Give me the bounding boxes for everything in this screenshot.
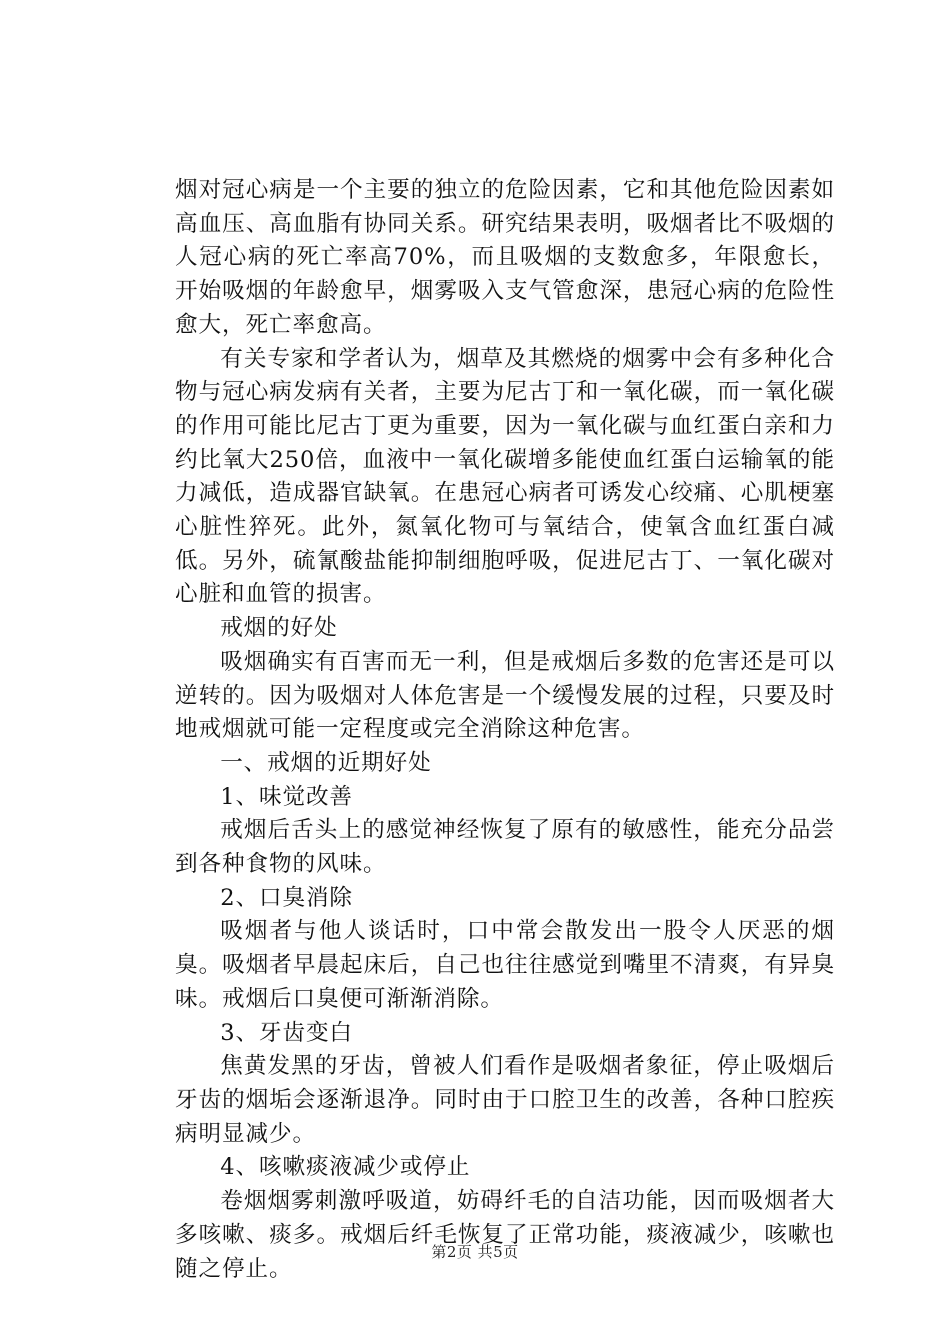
document-body — [175, 174, 835, 1286]
subsection-heading: 2、口臭消除 — [220, 884, 353, 911]
section-heading: 戒烟的好处 — [220, 615, 338, 642]
paragraph: 有关专家和学者认为，烟草及其燃烧的烟雾中会有多种化合物与冠心病发病有关者，主要为尼古丁和一氧化碳，而一氧化碳的作用可能比尼古丁更为重要，因为一氧化碳与血红蛋白亲和力约比氧大250倍，血液中一氧化碳增多能使血红蛋白运输氧的能力减低，造成器官缺氧。在患冠心病者可诱发心绞痛、心肌梗塞心脏性猝死。此外，氮氧化物可与氧结合，使氧含血红蛋白减低。另外，硫氰酸盐能抑制细胞呼吸，促进尼古丁、一氧化碳对心脏和血管的损害。 — [175, 345, 835, 608]
paragraph: 吸烟者与他人谈话时，口中常会散发出一股令人厌恶的烟臭。吸烟者早晨起床后，自己也往往感觉到嘴里不清爽，有异臭味。戒烟后口臭便可渐渐消除。 — [175, 918, 835, 1012]
subsection-heading: 4、咳嗽痰液减少或停止 — [220, 1154, 471, 1181]
paragraph: 卷烟烟雾刺激呼吸道，妨碍纤毛的自洁功能，因而吸烟者大多咳嗽、痰多。戒烟后纤毛恢复了正常功能，痰液减少，咳嗽也随之停止。 — [175, 1188, 835, 1282]
subsection-heading: 1、味觉改善 — [220, 783, 353, 810]
subsection-heading: 3、牙齿变白 — [220, 1019, 353, 1046]
page-number-footer: 第2页 共5页 — [431, 1243, 519, 1261]
paragraph-continued: 烟对冠心病是一个主要的独立的危险因素，它和其他危险因素如高血压、高血脂有协同关系。研究结果表明，吸烟者比不吸烟的人冠心病的死亡率高70%，而且吸烟的支数愈多，年限愈长，开始吸烟的年龄愈早，烟雾吸入支气管愈深，患冠心病的危险性愈大，死亡率愈高。 — [175, 177, 835, 338]
paragraph: 焦黄发黑的牙齿，曾被人们看作是吸烟者象征，停止吸烟后牙齿的烟垢会逐渐退净。同时由于口腔卫生的改善，各种口腔疾病明显减少。 — [175, 1053, 835, 1147]
section-heading: 一、戒烟的近期好处 — [220, 749, 432, 776]
paragraph: 戒烟后舌头上的感觉神经恢复了原有的敏感性，能充分品尝到各种食物的风味。 — [175, 817, 835, 878]
paragraph: 吸烟确实有百害而无一利，但是戒烟后多数的危害还是可以逆转的。因为吸烟对人体危害是一个缓慢发展的过程，只要及时地戒烟就可能一定程度或完全消除这种危害。 — [175, 648, 835, 743]
